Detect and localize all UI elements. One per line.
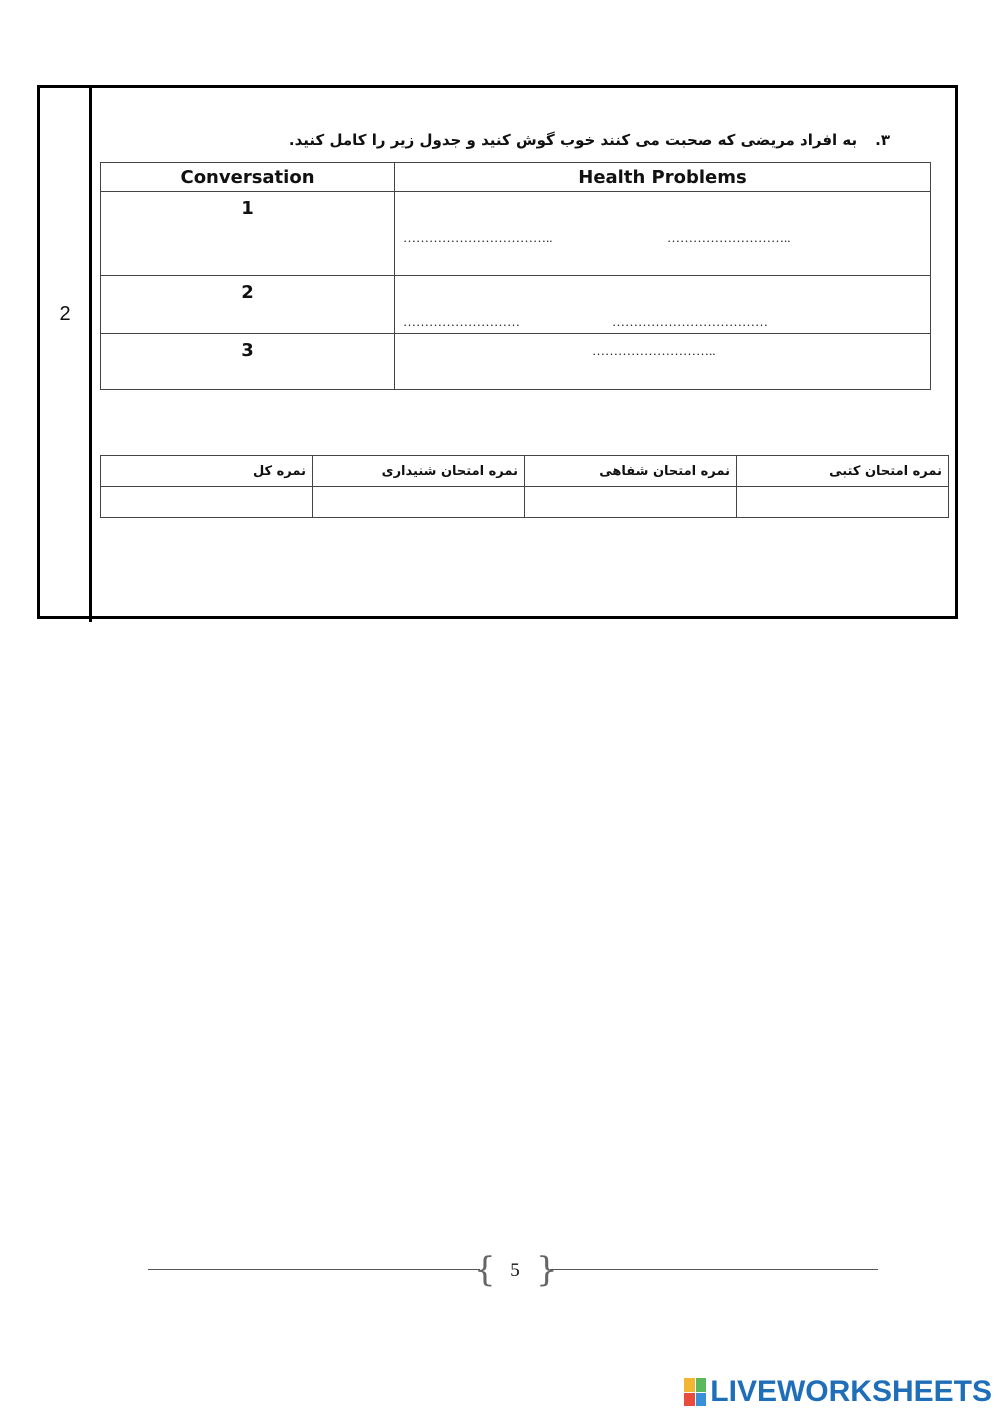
- brand-name: LIVEWORKSHEETS: [710, 1375, 992, 1408]
- score-input-listening[interactable]: [313, 487, 525, 518]
- conversation-number: 1: [241, 198, 254, 219]
- conversation-cell: [101, 276, 395, 334]
- problem-cell[interactable]: [395, 276, 931, 334]
- conversation-number: 2: [241, 282, 254, 303]
- table-row: [101, 334, 931, 390]
- table-row: [101, 276, 931, 334]
- health-problems-table: [100, 162, 931, 390]
- question-number: ۳.: [875, 131, 890, 149]
- footer-line-left: [148, 1269, 480, 1270]
- scores-table: [100, 455, 949, 518]
- question-score: 2: [59, 303, 71, 325]
- score-header-listening: نمره امتحان شنیداری: [313, 456, 525, 487]
- question-instruction: [289, 131, 890, 149]
- score-column: [37, 85, 92, 622]
- score-input-oral[interactable]: [525, 487, 737, 518]
- answer-blank[interactable]: ………………………: [403, 314, 520, 329]
- table-row: [101, 192, 931, 276]
- header-conversation: Conversation: [101, 163, 395, 192]
- page-number: 5: [510, 1260, 520, 1281]
- conversation-cell: [101, 334, 395, 390]
- score-input-written[interactable]: [737, 487, 949, 518]
- header-health-problems: Health Problems: [395, 163, 931, 192]
- answer-blank[interactable]: ………………………………: [612, 314, 768, 329]
- liveworksheets-icon: [684, 1378, 706, 1406]
- score-input-total[interactable]: [101, 487, 313, 518]
- conversation-number: 3: [241, 340, 254, 361]
- scores-value-row: [101, 487, 949, 518]
- score-header-written: نمره امتحان کتبی: [737, 456, 949, 487]
- conversation-cell: [101, 192, 395, 276]
- answer-blank[interactable]: ………………………..: [592, 343, 716, 358]
- answer-blank[interactable]: ………………………..: [667, 230, 791, 245]
- brand-logo: [684, 1375, 992, 1409]
- footer-bracket-right: }: [536, 1250, 558, 1290]
- scores-header-row: [101, 456, 949, 487]
- problem-cell[interactable]: [395, 334, 931, 390]
- table-header-row: [101, 163, 931, 192]
- footer-bracket-left: {: [474, 1250, 496, 1290]
- answer-blank[interactable]: ……………………………..: [403, 230, 553, 245]
- score-header-oral: نمره امتحان شفاهی: [525, 456, 737, 487]
- problem-cell[interactable]: [395, 192, 931, 276]
- question-text: به افراد مریضی که صحبت می کنند خوب گوش کنید و جدول زیر را کامل کنید.: [288, 131, 858, 149]
- footer-line-right: [550, 1269, 878, 1270]
- score-header-total: نمره کل: [101, 456, 313, 487]
